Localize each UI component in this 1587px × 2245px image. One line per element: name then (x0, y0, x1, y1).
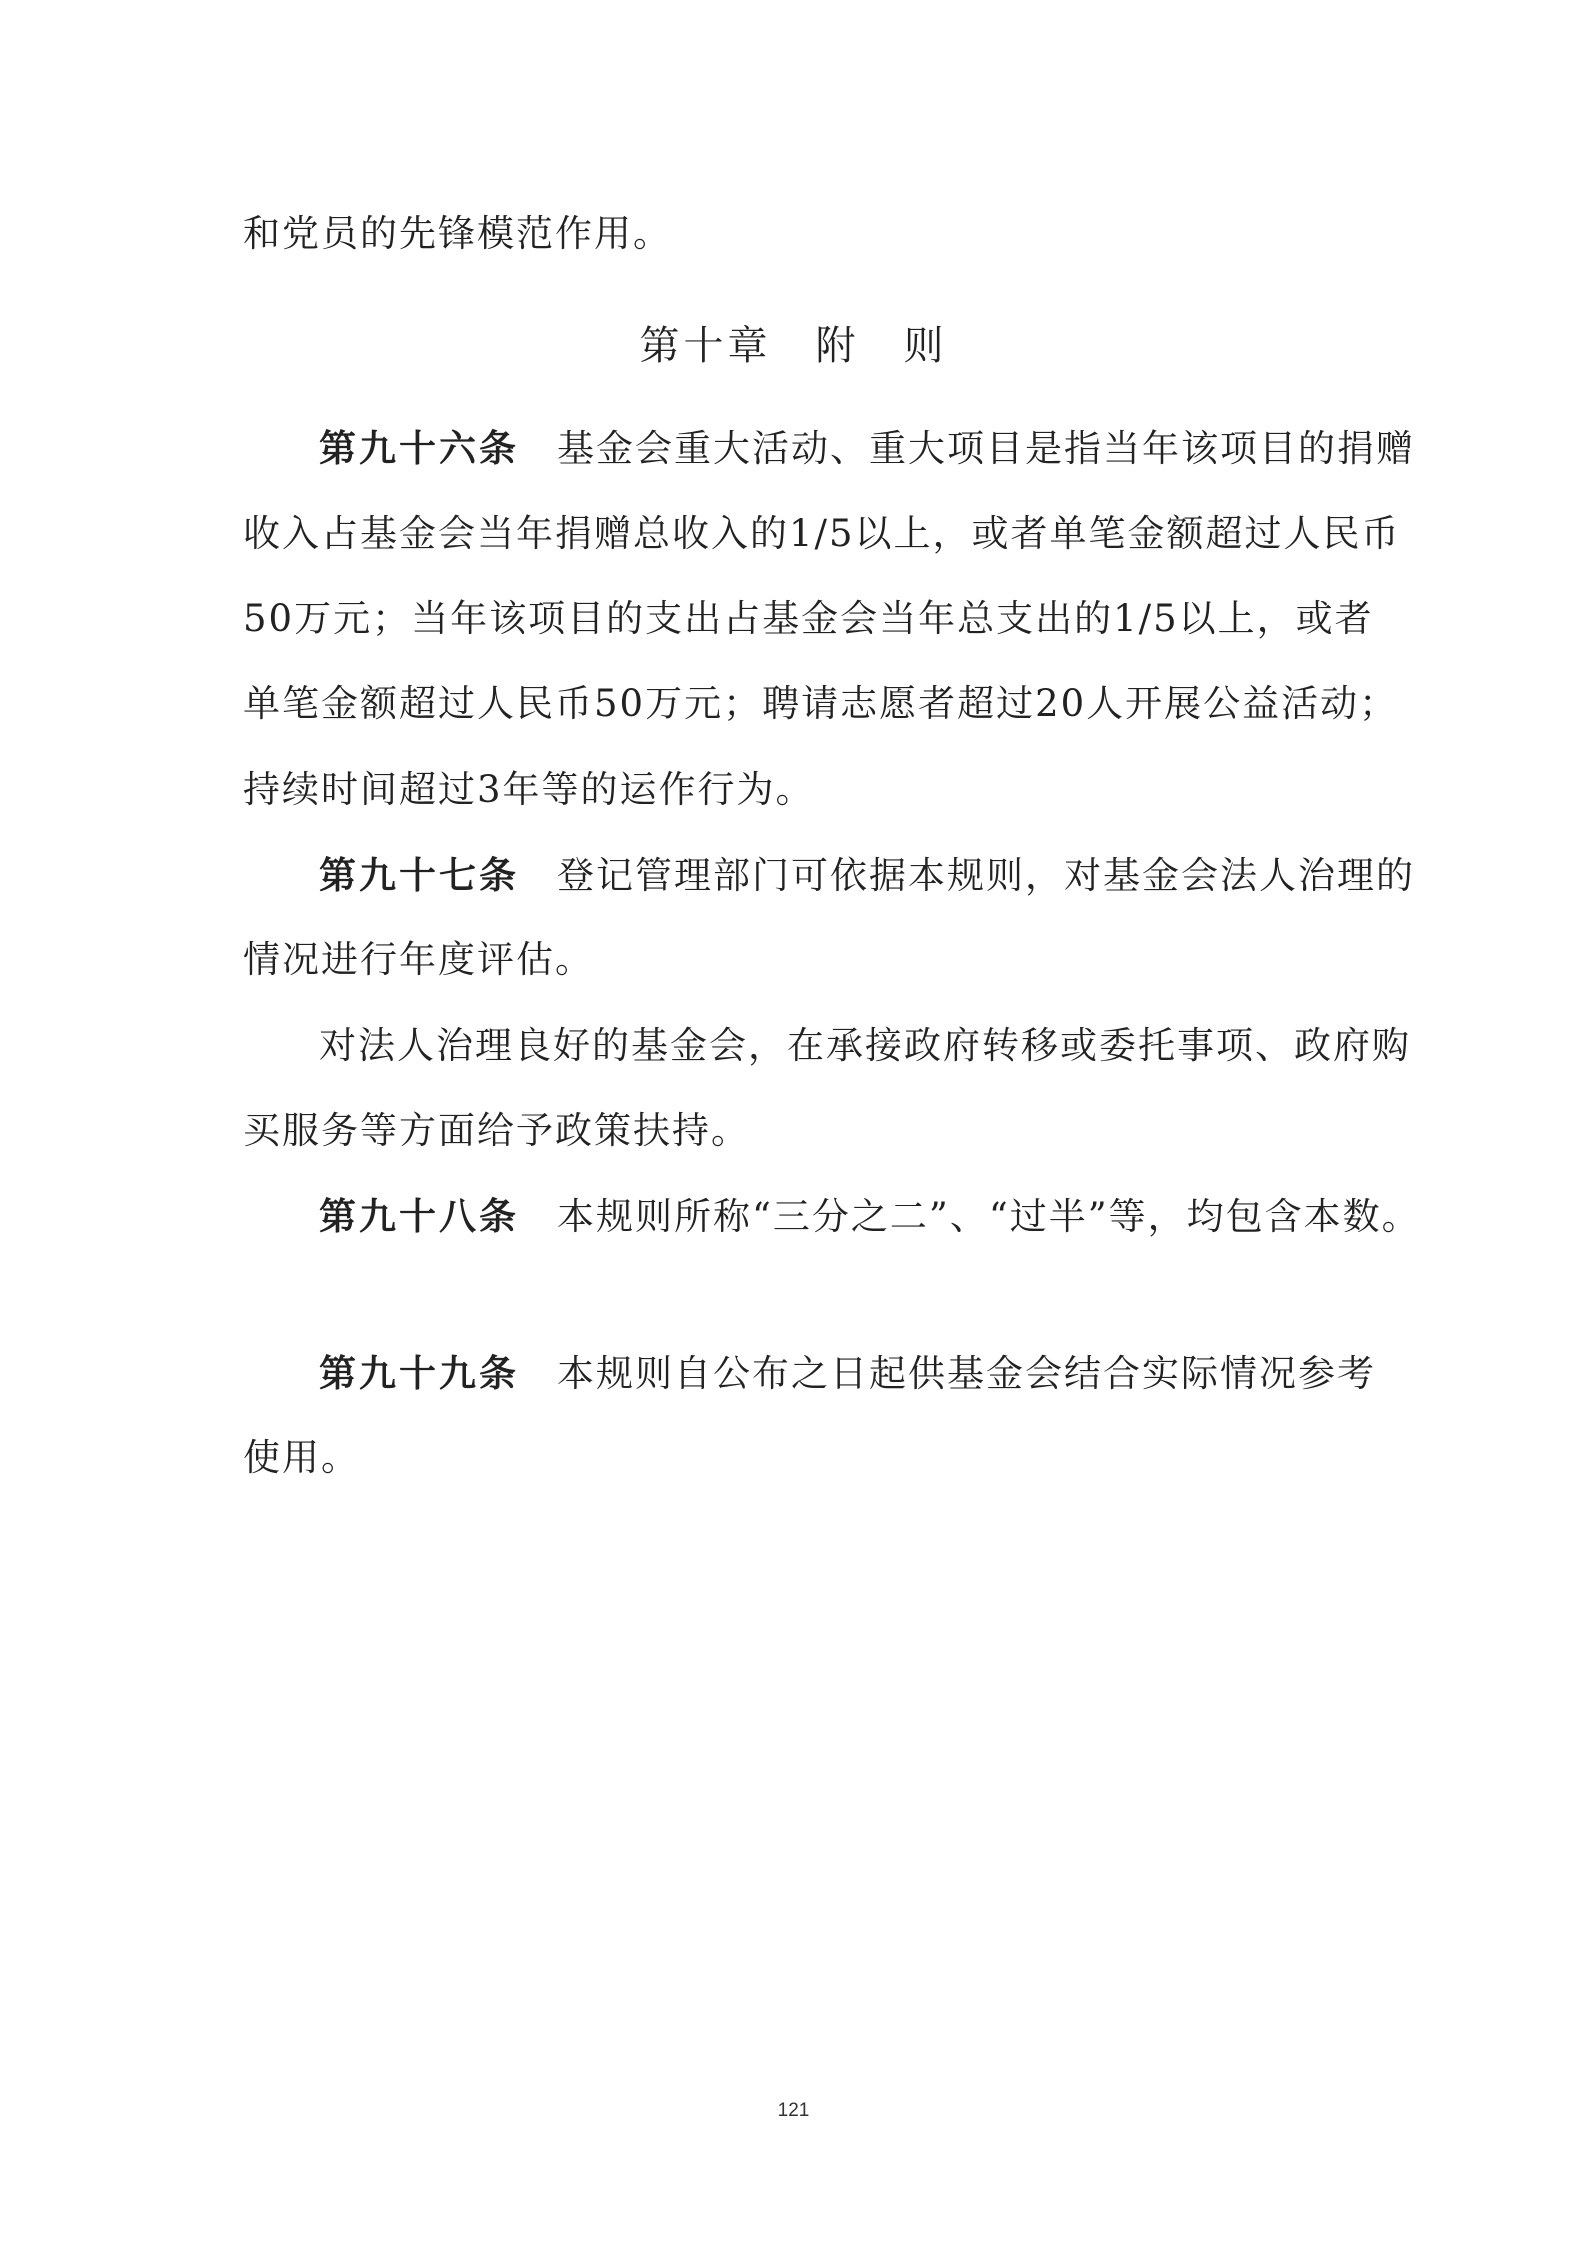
article-96-line-4: 单笔金额超过人民币50万元；聘请志愿者超过20人开展公益活动； (243, 682, 1399, 725)
article-97-text-1: 登记管理部门可依据本规则，对基金会法人治理的 (557, 854, 1415, 897)
article-98-line (319, 1190, 1421, 1243)
article-99-text-1: 本规则自公布之日起供基金会结合实际情况参考 (557, 1352, 1376, 1395)
article-96-line-5: 持续时间超过3年等的运作行为。 (243, 768, 815, 811)
page-number: 121 (777, 2100, 810, 2121)
article-96-line-1 (319, 422, 1415, 475)
chapter-title: 第十章 附 则 (639, 323, 948, 369)
article-96-line-3: 50万元；当年该项目的支出占基金会当年总支出的1/5以上，或者 (243, 597, 1374, 640)
article-97-para2-line-1: 对法人治理良好的基金会，在承接政府转移或委托事项、政府购 (319, 1024, 1411, 1067)
article-96-label: 第九十六条 (319, 426, 519, 470)
continuation-text: 和党员的先锋模范作用。 (243, 212, 672, 255)
article-97-label: 第九十七条 (319, 853, 519, 897)
article-97-line-1 (319, 849, 1415, 902)
article-99-label: 第九十九条 (319, 1351, 519, 1395)
article-98-label: 第九十八条 (319, 1194, 519, 1238)
article-99-line-1 (319, 1347, 1376, 1400)
article-97-line-2: 情况进行年度评估。 (243, 938, 594, 981)
article-99-line-2: 使用。 (243, 1436, 360, 1479)
article-97-para2-line-2: 买服务等方面给予政策扶持。 (243, 1109, 750, 1152)
article-96-line-2: 收入占基金会当年捐赠总收入的1/5以上，或者单笔金额超过人民币 (243, 512, 1401, 555)
article-98-text: 本规则所称“三分之二”、“过半”等，均包含本数。 (557, 1195, 1421, 1238)
article-96-text-1: 基金会重大活动、重大项目是指当年该项目的捐赠 (557, 427, 1415, 470)
